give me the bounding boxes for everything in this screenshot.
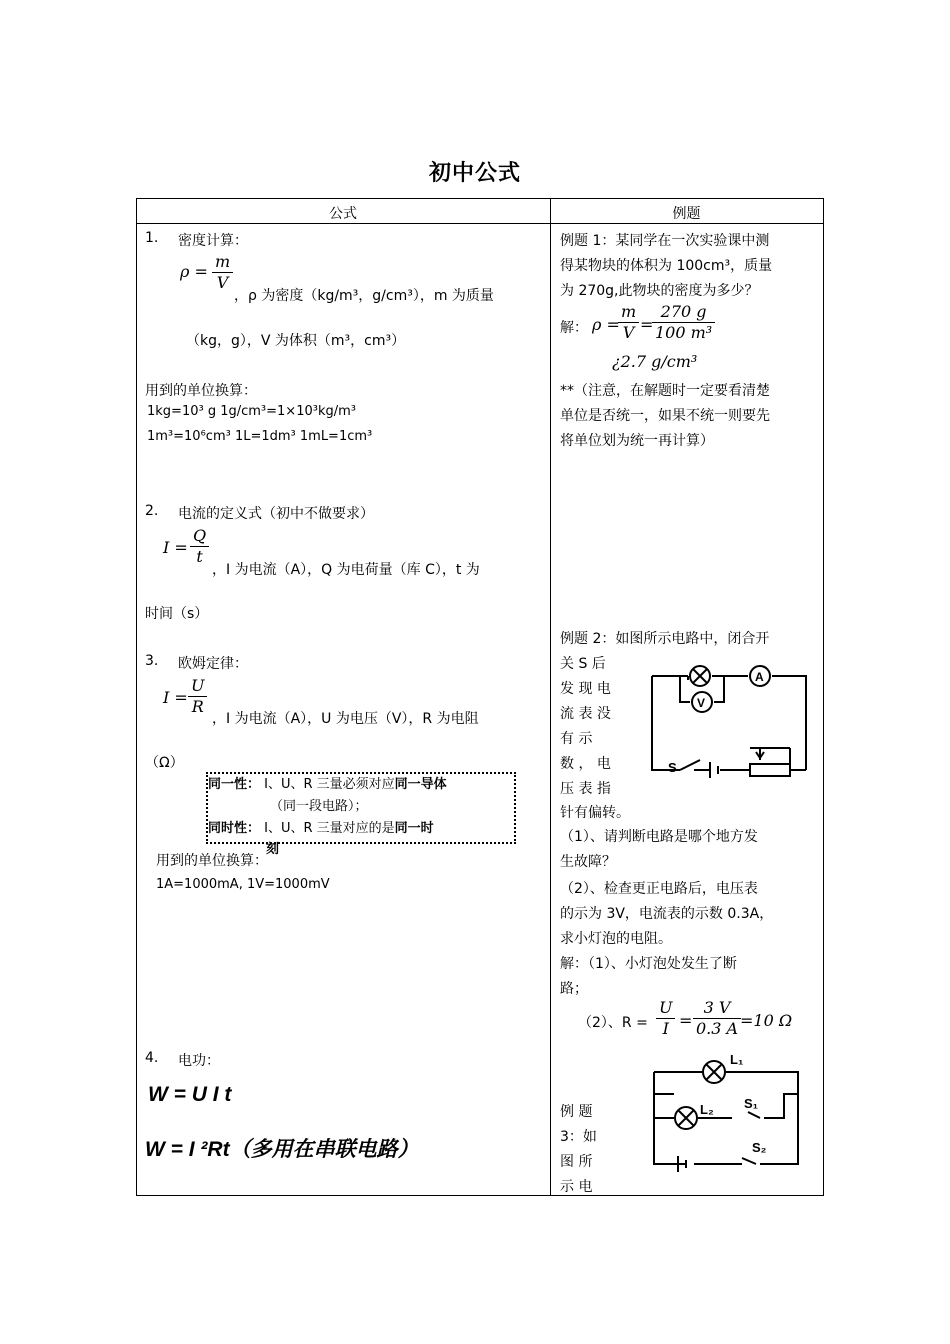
example-2-col-6: 压 表 指: [560, 781, 611, 797]
density-fraction: [212, 252, 233, 293]
example-2-line-1: 例题 2：如图所示电路中，闭合开: [560, 631, 770, 647]
example-1-line-1: 例题 1：某同学在一次实验课中测: [560, 233, 770, 249]
ohm-description-b: （Ω）: [145, 755, 184, 771]
example-2-result: =10 Ω: [740, 1011, 793, 1030]
example-1-fraction-mv: [618, 302, 639, 343]
column-divider: [550, 198, 551, 1196]
note-keyword-identity: 同一性：: [208, 777, 261, 792]
label-l2: L₂: [700, 1102, 714, 1117]
example-2-fraction-values: [693, 998, 741, 1039]
switch-label: S: [668, 760, 677, 775]
example-2-line-8: 针有偏转。: [560, 805, 630, 821]
note-line-2: （同一段电路）；: [270, 799, 368, 814]
ohm-note-box: [206, 772, 516, 844]
note-text-1: I、U、R 三量必须对应: [260, 777, 395, 792]
section-3-title: 欧姆定律：: [178, 656, 248, 672]
current-description-a: ，I 为电流（A），Q 为电荷量（库 C），t 为: [212, 562, 480, 578]
section-1-title: 密度计算：: [178, 233, 248, 249]
example-3-col-3: 图 所: [560, 1154, 593, 1170]
current-denominator: t: [196, 547, 203, 566]
section-4-title: 电功：: [178, 1053, 220, 1069]
example-3-col-2: 3：如: [560, 1129, 597, 1145]
example-2-solution-1a: 解：（1）、小灯泡处发生了断: [560, 956, 737, 972]
example-1-line-3: 为 270g,此物块的密度为多少？: [560, 283, 759, 299]
units-line-3: 1A=1000mA, 1V=1000mV: [156, 877, 330, 892]
label-l1: L₁: [730, 1052, 744, 1067]
example-1-equals: =: [640, 315, 654, 334]
example-1-solution-label: 解：: [560, 320, 588, 336]
example-2-col-5: 数 ， 电: [560, 756, 611, 772]
example-1-denominator: 100 m³: [655, 323, 713, 342]
work-formula-1: W = U I t: [148, 1083, 232, 1106]
section-3-number: 3.: [145, 653, 159, 669]
example-1-fraction-values: [652, 302, 715, 343]
example-1-note-2: 单位是否统一，如果不统一则要先: [560, 408, 770, 424]
example-2-q1-a: （1）、请判断电路是哪个地方发: [560, 829, 758, 845]
example-1-note-1: **（注意，在解题时一定要看清楚: [560, 383, 770, 399]
density-denominator: V: [216, 273, 229, 292]
lamp-l2-icon: [675, 1107, 697, 1129]
example-2-col-1: 关 S 后: [560, 656, 606, 672]
example-1-m: m: [618, 302, 639, 323]
example-2-col-2: 发 现 电: [560, 681, 611, 697]
ammeter-label: A: [755, 670, 764, 684]
current-numerator: Q: [190, 526, 209, 547]
example-2-solution-1b: 路；: [560, 981, 588, 997]
example-2-numerator: 3 V: [693, 998, 741, 1019]
example-2-u: U: [656, 998, 675, 1019]
current-fraction: [190, 526, 209, 567]
voltmeter-label: V: [697, 696, 706, 710]
density-description-b: （kg，g），V 为体积（m³，cm³）: [186, 333, 406, 349]
current-lhs: I =: [163, 538, 188, 557]
header-formula: 公式: [329, 206, 357, 222]
example-2-col-3: 流 表 没: [560, 706, 611, 722]
example-1-result: ¿2.7 g/cm³: [612, 352, 698, 371]
lamp-icon: [690, 666, 710, 686]
note-keyword-same-conductor: 同一导体: [394, 777, 447, 792]
note-keyword-simultaneity: 同时性：: [208, 821, 261, 836]
ohm-description-a: ，I 为电流（A），U 为电压（V），R 为电阻: [212, 711, 479, 727]
circuit-diagram-3: [646, 1048, 806, 1174]
density-description-a: ，ρ 为密度（kg/m³，g/cm³），m 为质量: [234, 288, 494, 304]
example-2-eq: =: [679, 1011, 693, 1030]
note-line-4: 刻: [266, 842, 280, 857]
current-description-b: 时间（s）: [145, 606, 209, 622]
units-line-2: 1m³=10⁶cm³ 1L=1dm³ 1mL=1cm³: [147, 429, 373, 444]
note-line-1: [208, 774, 514, 796]
lamp-l1-icon: [703, 1061, 725, 1083]
label-s1: S₁: [744, 1096, 759, 1111]
work-formula-2: W = I ²Rt（多用在串联电路）: [145, 1138, 419, 1161]
example-2-q2-c: 求小灯泡的电阻。: [560, 931, 672, 947]
example-2-fraction-ui: [656, 998, 675, 1039]
note-text-3: I、U、R 三量对应的是: [260, 821, 395, 836]
example-3-col-4: 示 电: [560, 1179, 593, 1195]
example-1-line-2: 得某物块的体积为 100cm³，质量: [560, 258, 773, 274]
label-s2: S₂: [752, 1140, 767, 1155]
example-1-note-3: 将单位划为统一再计算）: [560, 433, 714, 449]
example-3-col-1: 例 题: [560, 1104, 593, 1120]
header-divider: [136, 223, 824, 224]
ohm-numerator: U: [188, 676, 207, 697]
example-2-q1-b: 生故障？: [560, 854, 616, 870]
note-line-3: [208, 818, 514, 840]
example-2-solution-2-label: （2）、R =: [578, 1015, 648, 1031]
section-1-number: 1.: [145, 230, 159, 246]
density-numerator: m: [212, 252, 233, 273]
ohm-denominator: R: [191, 697, 204, 716]
example-2-col-4: 有 示: [560, 731, 593, 747]
ohm-lhs: I =: [163, 688, 188, 707]
example-2-q2-b: 的示为 3V，电流表的示数 0.3A，: [560, 906, 774, 922]
units-line-1: 1kg=10³ g 1g/cm³=1×10³kg/m³: [147, 404, 356, 419]
example-2-denominator: 0.3 A: [696, 1019, 739, 1038]
example-1-v: V: [622, 323, 635, 342]
ohm-fraction: [188, 676, 207, 717]
example-2-q2-a: （2）、检查更正电路后，电压表: [560, 881, 758, 897]
section-2-title: 电流的定义式（初中不做要求）: [178, 506, 374, 522]
example-1-numerator: 270 g: [652, 302, 715, 323]
circuit-diagram-2: [640, 662, 812, 782]
density-lhs: ρ =: [180, 262, 208, 281]
example-2-i: I: [662, 1019, 669, 1038]
units-title-1: 用到的单位换算：: [145, 383, 257, 399]
example-1-rho: ρ =: [592, 315, 620, 334]
page-title: 初中公式: [428, 161, 521, 186]
note-keyword-same-moment: 同一时: [394, 821, 434, 836]
header-example: 例题: [672, 206, 701, 222]
units-title-2: 用到的单位换算：: [156, 853, 268, 869]
section-4-number: 4.: [145, 1050, 159, 1066]
section-2-number: 2.: [145, 503, 159, 519]
